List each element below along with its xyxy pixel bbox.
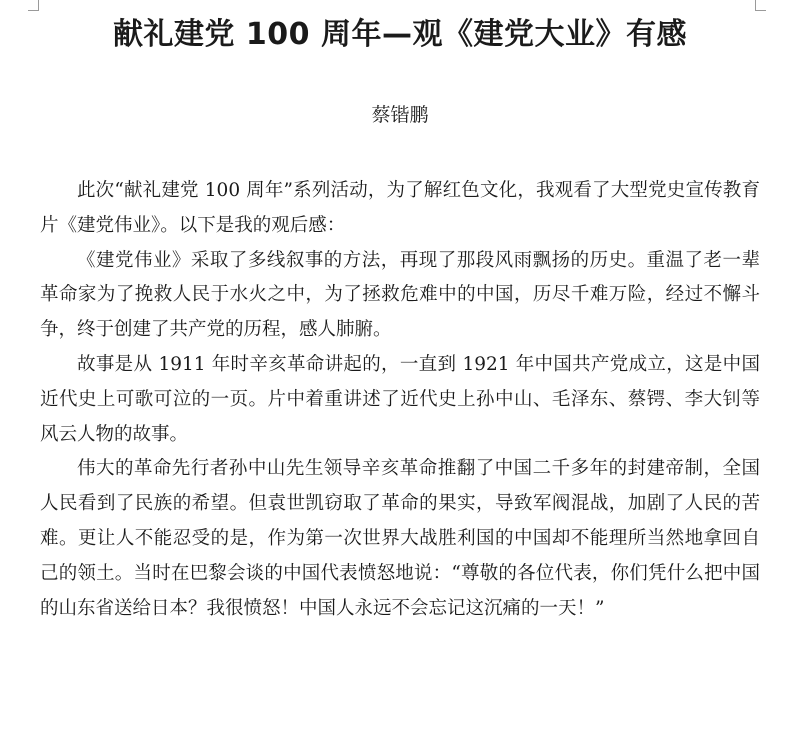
page-corner-mark-left <box>28 0 39 11</box>
paragraph-1: 此次“献礼建党 100 周年”系列活动，为了解红色文化，我观看了大型党史宣传教育片《建党伟业》。以下是我的观后感： <box>40 180 760 236</box>
document-title: 献礼建党 100 周年—观《建党大业》有感 <box>112 17 687 52</box>
paragraph-3: 故事是从 1911 年时辛亥革命讲起的，一直到 1921 年中国共产党成立，这是中国近代史上可歌可泣的一页。片中着重讲述了近代史上孙中山、毛泽东、蔡锷、李大钊等风云人物的故事。 <box>40 353 760 445</box>
document-author: 蔡锴鹏 <box>371 104 429 126</box>
paragraph-4: 伟大的革命先行者孙中山先生领导辛亥革命推翻了中国二千多年的封建帝制，全国人民看到了民族的希望。但袁世凯窃取了革命的果实，导致军阀混战，加剧了人民的苦难。更让人不能忍受的是，作为第一次世界大战胜利国的中国却不能理所当然地拿回自己的领土。当时在巴黎会谈的中国代表愤怒地说：“尊敬的各位代表，你们凭什么把中国的山东省送给日本？我很愤怒！中国人永远不会忘记这沉痛的一天！” <box>40 458 760 619</box>
paragraph-2: 《建党伟业》采取了多线叙事的方法，再现了那段风雨飘扬的历史。重温了老一辈革命家为了挽救人民于水火之中，为了拯救危难中的中国，历尽千难万险，经过不懈斗争，终于创建了共产党的历程，感人肺腑。 <box>40 249 760 341</box>
document-body <box>40 174 760 626</box>
page-corner-mark-right <box>755 0 766 11</box>
